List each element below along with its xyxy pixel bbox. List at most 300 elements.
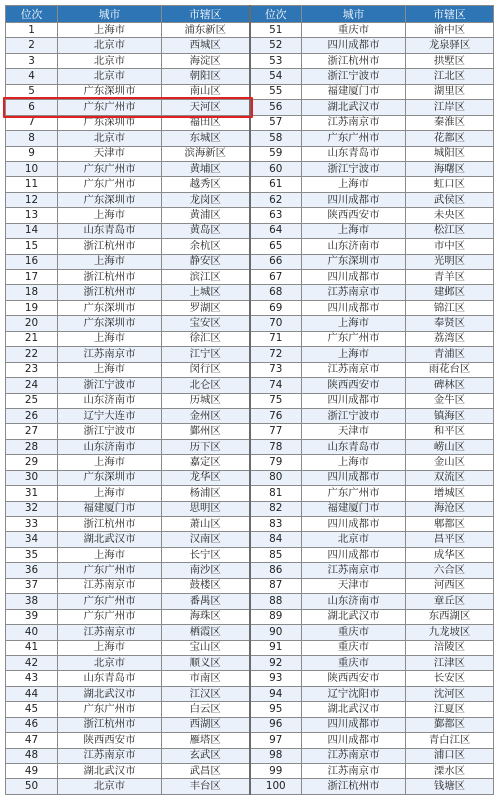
district-cell: 西湖区 bbox=[162, 717, 250, 732]
rank-cell: 91 bbox=[250, 640, 302, 655]
district-cell: 金山区 bbox=[406, 455, 494, 470]
rank-cell: 81 bbox=[250, 486, 302, 501]
city-cell: 上海市 bbox=[302, 455, 406, 470]
table-row bbox=[6, 748, 494, 763]
rank-cell: 59 bbox=[250, 146, 302, 161]
city-cell: 四川成都市 bbox=[302, 717, 406, 732]
table-row bbox=[6, 347, 494, 362]
district-cell: 长宁区 bbox=[162, 547, 250, 562]
table-row bbox=[6, 393, 494, 408]
district-cell: 市南区 bbox=[162, 671, 250, 686]
city-cell: 重庆市 bbox=[302, 655, 406, 670]
district-cell: 镇海区 bbox=[406, 408, 494, 423]
district-cell: 市中区 bbox=[406, 239, 494, 254]
city-cell: 北京市 bbox=[58, 69, 162, 84]
table-row bbox=[6, 532, 494, 547]
rank-cell: 46 bbox=[6, 717, 58, 732]
rank-cell: 80 bbox=[250, 470, 302, 485]
district-cell: 丰台区 bbox=[162, 779, 250, 794]
header-rank-left: 位次 bbox=[6, 6, 58, 23]
district-cell: 雁塔区 bbox=[162, 733, 250, 748]
rank-cell: 38 bbox=[6, 594, 58, 609]
rank-cell: 50 bbox=[6, 779, 58, 794]
rank-cell: 13 bbox=[6, 208, 58, 223]
header-district-right: 市辖区 bbox=[406, 6, 494, 23]
rank-cell: 48 bbox=[6, 748, 58, 763]
rank-cell: 49 bbox=[6, 764, 58, 779]
district-cell: 滨海新区 bbox=[162, 146, 250, 161]
table-row bbox=[6, 285, 494, 300]
rank-cell: 77 bbox=[250, 424, 302, 439]
district-cell: 昌平区 bbox=[406, 532, 494, 547]
district-cell: 成华区 bbox=[406, 547, 494, 562]
district-cell: 荔湾区 bbox=[406, 331, 494, 346]
rank-cell: 18 bbox=[6, 285, 58, 300]
district-cell: 越秀区 bbox=[162, 177, 250, 192]
district-cell: 建邺区 bbox=[406, 285, 494, 300]
city-cell: 四川成都市 bbox=[302, 517, 406, 532]
rank-cell: 21 bbox=[6, 331, 58, 346]
rank-cell: 92 bbox=[250, 655, 302, 670]
rank-cell: 34 bbox=[6, 532, 58, 547]
rank-cell: 20 bbox=[6, 316, 58, 331]
district-cell: 徐汇区 bbox=[162, 331, 250, 346]
city-cell: 江苏南京市 bbox=[302, 115, 406, 130]
city-cell: 北京市 bbox=[58, 53, 162, 68]
city-cell: 陕西西安市 bbox=[302, 671, 406, 686]
city-cell: 广东深圳市 bbox=[58, 316, 162, 331]
header-rank-right: 位次 bbox=[250, 6, 302, 23]
district-cell: 南沙区 bbox=[162, 563, 250, 578]
rank-cell: 61 bbox=[250, 177, 302, 192]
city-cell: 山东济南市 bbox=[58, 439, 162, 454]
district-cell: 花都区 bbox=[406, 131, 494, 146]
table-row bbox=[6, 100, 494, 115]
rank-cell: 7 bbox=[6, 115, 58, 130]
table-row bbox=[6, 223, 494, 238]
city-cell: 四川成都市 bbox=[302, 547, 406, 562]
city-cell: 重庆市 bbox=[302, 625, 406, 640]
table-row bbox=[6, 501, 494, 516]
city-cell: 广东广州市 bbox=[302, 331, 406, 346]
city-cell: 天津市 bbox=[302, 424, 406, 439]
district-cell: 青浦区 bbox=[406, 347, 494, 362]
city-cell: 广东广州市 bbox=[302, 131, 406, 146]
city-cell: 广东深圳市 bbox=[58, 470, 162, 485]
district-cell: 东城区 bbox=[162, 131, 250, 146]
table-row bbox=[6, 331, 494, 346]
table-row bbox=[6, 84, 494, 99]
rank-cell: 53 bbox=[250, 53, 302, 68]
city-cell: 福建厦门市 bbox=[302, 501, 406, 516]
city-cell: 福建厦门市 bbox=[58, 501, 162, 516]
city-cell: 湖北武汉市 bbox=[58, 686, 162, 701]
table-row bbox=[6, 655, 494, 670]
city-cell: 浙江杭州市 bbox=[302, 53, 406, 68]
city-cell: 四川成都市 bbox=[302, 192, 406, 207]
rank-cell: 62 bbox=[250, 192, 302, 207]
rank-cell: 66 bbox=[250, 254, 302, 269]
rank-cell: 26 bbox=[6, 408, 58, 423]
city-cell: 湖北武汉市 bbox=[302, 100, 406, 115]
ranking-table bbox=[5, 5, 494, 795]
district-cell: 九龙坡区 bbox=[406, 625, 494, 640]
rank-cell: 67 bbox=[250, 270, 302, 285]
city-cell: 上海市 bbox=[302, 316, 406, 331]
city-cell: 重庆市 bbox=[302, 640, 406, 655]
table-row bbox=[6, 625, 494, 640]
rank-cell: 57 bbox=[250, 115, 302, 130]
district-cell: 栖霞区 bbox=[162, 625, 250, 640]
rank-cell: 41 bbox=[6, 640, 58, 655]
rank-cell: 22 bbox=[6, 347, 58, 362]
city-cell: 山东济南市 bbox=[302, 594, 406, 609]
city-cell: 广东广州市 bbox=[58, 609, 162, 624]
rank-cell: 93 bbox=[250, 671, 302, 686]
city-cell: 浙江宁波市 bbox=[58, 378, 162, 393]
city-cell: 上海市 bbox=[302, 347, 406, 362]
city-cell: 浙江杭州市 bbox=[58, 285, 162, 300]
district-cell: 湖里区 bbox=[406, 84, 494, 99]
district-cell: 松江区 bbox=[406, 223, 494, 238]
rank-cell: 52 bbox=[250, 38, 302, 53]
city-cell: 广东广州市 bbox=[58, 100, 162, 115]
district-cell: 武昌区 bbox=[162, 764, 250, 779]
city-cell: 上海市 bbox=[58, 362, 162, 377]
table-row bbox=[6, 486, 494, 501]
district-cell: 江夏区 bbox=[406, 702, 494, 717]
city-cell: 浙江杭州市 bbox=[58, 239, 162, 254]
city-cell: 北京市 bbox=[302, 532, 406, 547]
district-cell: 汉南区 bbox=[162, 532, 250, 547]
district-cell: 闵行区 bbox=[162, 362, 250, 377]
district-cell: 嘉定区 bbox=[162, 455, 250, 470]
rank-cell: 2 bbox=[6, 38, 58, 53]
rank-cell: 30 bbox=[6, 470, 58, 485]
district-cell: 碑林区 bbox=[406, 378, 494, 393]
table-row bbox=[6, 594, 494, 609]
rank-cell: 65 bbox=[250, 239, 302, 254]
rank-cell: 76 bbox=[250, 408, 302, 423]
table-row bbox=[6, 640, 494, 655]
rank-cell: 1 bbox=[6, 23, 58, 38]
rank-cell: 25 bbox=[6, 393, 58, 408]
district-cell: 杨浦区 bbox=[162, 486, 250, 501]
rank-cell: 55 bbox=[250, 84, 302, 99]
rank-cell: 64 bbox=[250, 223, 302, 238]
city-cell: 江苏南京市 bbox=[302, 285, 406, 300]
district-cell: 萧山区 bbox=[162, 517, 250, 532]
rank-cell: 87 bbox=[250, 578, 302, 593]
rank-cell: 29 bbox=[6, 455, 58, 470]
table-row bbox=[6, 470, 494, 485]
city-cell: 浙江杭州市 bbox=[302, 779, 406, 794]
rank-cell: 45 bbox=[6, 702, 58, 717]
rank-cell: 39 bbox=[6, 609, 58, 624]
rank-cell: 83 bbox=[250, 517, 302, 532]
table-row bbox=[6, 146, 494, 161]
district-cell: 鄞都区 bbox=[406, 717, 494, 732]
city-cell: 浙江宁波市 bbox=[302, 161, 406, 176]
table-row bbox=[6, 192, 494, 207]
rank-cell: 42 bbox=[6, 655, 58, 670]
rank-cell: 4 bbox=[6, 69, 58, 84]
city-cell: 江苏南京市 bbox=[58, 748, 162, 763]
district-cell: 涪陵区 bbox=[406, 640, 494, 655]
district-cell: 渝中区 bbox=[406, 23, 494, 38]
table-row bbox=[6, 455, 494, 470]
header-city-left: 城市 bbox=[58, 6, 162, 23]
rank-cell: 32 bbox=[6, 501, 58, 516]
rank-cell: 70 bbox=[250, 316, 302, 331]
rank-cell: 14 bbox=[6, 223, 58, 238]
district-cell: 江汉区 bbox=[162, 686, 250, 701]
district-cell: 滨江区 bbox=[162, 270, 250, 285]
district-cell: 番禺区 bbox=[162, 594, 250, 609]
rank-cell: 23 bbox=[6, 362, 58, 377]
table-row bbox=[6, 38, 494, 53]
city-cell: 广东深圳市 bbox=[58, 84, 162, 99]
district-cell: 朝阳区 bbox=[162, 69, 250, 84]
city-cell: 上海市 bbox=[58, 331, 162, 346]
district-cell: 郫都区 bbox=[406, 517, 494, 532]
city-cell: 湖北武汉市 bbox=[302, 609, 406, 624]
rank-cell: 58 bbox=[250, 131, 302, 146]
city-cell: 山东济南市 bbox=[302, 239, 406, 254]
district-cell: 黄埔区 bbox=[162, 161, 250, 176]
rank-cell: 5 bbox=[6, 84, 58, 99]
district-cell: 崂山区 bbox=[406, 439, 494, 454]
rank-cell: 24 bbox=[6, 378, 58, 393]
table-row bbox=[6, 671, 494, 686]
city-cell: 广东广州市 bbox=[58, 563, 162, 578]
rank-cell: 90 bbox=[250, 625, 302, 640]
city-cell: 天津市 bbox=[302, 578, 406, 593]
rank-cell: 15 bbox=[6, 239, 58, 254]
city-cell: 山东济南市 bbox=[58, 393, 162, 408]
district-cell: 武侯区 bbox=[406, 192, 494, 207]
city-cell: 四川成都市 bbox=[302, 393, 406, 408]
table-row bbox=[6, 578, 494, 593]
city-cell: 上海市 bbox=[58, 23, 162, 38]
city-cell: 四川成都市 bbox=[302, 300, 406, 315]
city-cell: 上海市 bbox=[58, 640, 162, 655]
district-cell: 长安区 bbox=[406, 671, 494, 686]
district-cell: 上城区 bbox=[162, 285, 250, 300]
rank-cell: 12 bbox=[6, 192, 58, 207]
city-cell: 广东广州市 bbox=[302, 486, 406, 501]
rank-cell: 3 bbox=[6, 53, 58, 68]
table-row bbox=[6, 239, 494, 254]
district-cell: 黄浦区 bbox=[162, 208, 250, 223]
district-cell: 静安区 bbox=[162, 254, 250, 269]
table-row bbox=[6, 316, 494, 331]
city-cell: 广东广州市 bbox=[58, 177, 162, 192]
table-row bbox=[6, 115, 494, 130]
district-cell: 锦江区 bbox=[406, 300, 494, 315]
rank-cell: 73 bbox=[250, 362, 302, 377]
table-row bbox=[6, 254, 494, 269]
city-cell: 广东深圳市 bbox=[58, 300, 162, 315]
district-cell: 青白江区 bbox=[406, 733, 494, 748]
rank-cell: 43 bbox=[6, 671, 58, 686]
rank-cell: 97 bbox=[250, 733, 302, 748]
city-cell: 北京市 bbox=[58, 38, 162, 53]
rank-cell: 16 bbox=[6, 254, 58, 269]
district-cell: 未央区 bbox=[406, 208, 494, 223]
table-row bbox=[6, 424, 494, 439]
district-cell: 青羊区 bbox=[406, 270, 494, 285]
rank-cell: 88 bbox=[250, 594, 302, 609]
table-row bbox=[6, 378, 494, 393]
table-row bbox=[6, 208, 494, 223]
district-cell: 和平区 bbox=[406, 424, 494, 439]
rank-cell: 99 bbox=[250, 764, 302, 779]
city-cell: 四川成都市 bbox=[302, 470, 406, 485]
city-cell: 广东深圳市 bbox=[58, 192, 162, 207]
district-cell: 沈河区 bbox=[406, 686, 494, 701]
table-row bbox=[6, 177, 494, 192]
district-cell: 金州区 bbox=[162, 408, 250, 423]
city-cell: 上海市 bbox=[58, 208, 162, 223]
district-cell: 白云区 bbox=[162, 702, 250, 717]
district-cell: 海淀区 bbox=[162, 53, 250, 68]
district-cell: 金牛区 bbox=[406, 393, 494, 408]
city-cell: 江苏南京市 bbox=[302, 748, 406, 763]
city-cell: 江苏南京市 bbox=[58, 625, 162, 640]
district-cell: 福田区 bbox=[162, 115, 250, 130]
table-row bbox=[6, 53, 494, 68]
table-row bbox=[6, 131, 494, 146]
city-cell: 上海市 bbox=[58, 547, 162, 562]
city-cell: 北京市 bbox=[58, 655, 162, 670]
district-cell: 拱墅区 bbox=[406, 53, 494, 68]
city-cell: 浙江宁波市 bbox=[302, 69, 406, 84]
city-cell: 浙江宁波市 bbox=[302, 408, 406, 423]
district-cell: 天河区 bbox=[162, 100, 250, 115]
rank-cell: 35 bbox=[6, 547, 58, 562]
rank-cell: 54 bbox=[250, 69, 302, 84]
district-cell: 雨花台区 bbox=[406, 362, 494, 377]
city-cell: 广东深圳市 bbox=[58, 115, 162, 130]
city-cell: 辽宁大连市 bbox=[58, 408, 162, 423]
rank-cell: 74 bbox=[250, 378, 302, 393]
table-row bbox=[6, 717, 494, 732]
district-cell: 增城区 bbox=[406, 486, 494, 501]
rank-cell: 11 bbox=[6, 177, 58, 192]
city-cell: 山东青岛市 bbox=[302, 439, 406, 454]
city-cell: 广东广州市 bbox=[58, 594, 162, 609]
district-cell: 余杭区 bbox=[162, 239, 250, 254]
city-cell: 山东青岛市 bbox=[58, 671, 162, 686]
rank-cell: 19 bbox=[6, 300, 58, 315]
rank-cell: 28 bbox=[6, 439, 58, 454]
city-cell: 江苏南京市 bbox=[302, 764, 406, 779]
district-cell: 江宁区 bbox=[162, 347, 250, 362]
table-row bbox=[6, 547, 494, 562]
district-cell: 鼓楼区 bbox=[162, 578, 250, 593]
city-cell: 辽宁沈阳市 bbox=[302, 686, 406, 701]
rank-cell: 63 bbox=[250, 208, 302, 223]
city-cell: 福建厦门市 bbox=[302, 84, 406, 99]
header-city-right: 城市 bbox=[302, 6, 406, 23]
rank-cell: 33 bbox=[6, 517, 58, 532]
district-cell: 宝安区 bbox=[162, 316, 250, 331]
rank-cell: 79 bbox=[250, 455, 302, 470]
district-cell: 江津区 bbox=[406, 655, 494, 670]
district-cell: 西城区 bbox=[162, 38, 250, 53]
city-cell: 湖北武汉市 bbox=[58, 764, 162, 779]
table-row bbox=[6, 69, 494, 84]
rank-cell: 6 bbox=[6, 100, 58, 115]
rank-cell: 96 bbox=[250, 717, 302, 732]
header-district-left: 市辖区 bbox=[162, 6, 250, 23]
rank-cell: 78 bbox=[250, 439, 302, 454]
district-cell: 光明区 bbox=[406, 254, 494, 269]
district-cell: 顺义区 bbox=[162, 655, 250, 670]
rank-cell: 86 bbox=[250, 563, 302, 578]
city-cell: 四川成都市 bbox=[302, 270, 406, 285]
rank-cell: 9 bbox=[6, 146, 58, 161]
rank-cell: 69 bbox=[250, 300, 302, 315]
city-cell: 上海市 bbox=[58, 486, 162, 501]
table-row bbox=[6, 563, 494, 578]
district-cell: 江岸区 bbox=[406, 100, 494, 115]
district-cell: 海曙区 bbox=[406, 161, 494, 176]
table-row bbox=[6, 439, 494, 454]
district-cell: 江北区 bbox=[406, 69, 494, 84]
table-row bbox=[6, 362, 494, 377]
district-cell: 南山区 bbox=[162, 84, 250, 99]
city-cell: 天津市 bbox=[58, 146, 162, 161]
city-cell: 四川成都市 bbox=[302, 733, 406, 748]
city-cell: 浙江杭州市 bbox=[58, 717, 162, 732]
district-cell: 龙泉驿区 bbox=[406, 38, 494, 53]
rank-cell: 60 bbox=[250, 161, 302, 176]
city-cell: 陕西西安市 bbox=[302, 208, 406, 223]
city-cell: 北京市 bbox=[58, 779, 162, 794]
city-cell: 上海市 bbox=[58, 254, 162, 269]
rank-cell: 84 bbox=[250, 532, 302, 547]
city-cell: 江苏南京市 bbox=[58, 347, 162, 362]
city-cell: 广东广州市 bbox=[58, 161, 162, 176]
district-cell: 东西湖区 bbox=[406, 609, 494, 624]
district-cell: 历下区 bbox=[162, 439, 250, 454]
city-cell: 山东青岛市 bbox=[302, 146, 406, 161]
rank-cell: 40 bbox=[6, 625, 58, 640]
city-cell: 浙江杭州市 bbox=[58, 270, 162, 285]
district-cell: 钱塘区 bbox=[406, 779, 494, 794]
district-cell: 河西区 bbox=[406, 578, 494, 593]
city-cell: 陕西西安市 bbox=[58, 733, 162, 748]
city-cell: 广东深圳市 bbox=[302, 254, 406, 269]
district-cell: 奉贤区 bbox=[406, 316, 494, 331]
district-cell: 海沧区 bbox=[406, 501, 494, 516]
rank-cell: 85 bbox=[250, 547, 302, 562]
district-cell: 思明区 bbox=[162, 501, 250, 516]
district-cell: 玄武区 bbox=[162, 748, 250, 763]
table-row bbox=[6, 517, 494, 532]
table-row bbox=[6, 161, 494, 176]
rank-cell: 17 bbox=[6, 270, 58, 285]
table-row bbox=[6, 609, 494, 624]
district-cell: 秦淮区 bbox=[406, 115, 494, 130]
table-row bbox=[6, 23, 494, 38]
district-cell: 章丘区 bbox=[406, 594, 494, 609]
city-cell: 陕西西安市 bbox=[302, 378, 406, 393]
district-cell: 龙华区 bbox=[162, 470, 250, 485]
city-cell: 湖北武汉市 bbox=[58, 532, 162, 547]
